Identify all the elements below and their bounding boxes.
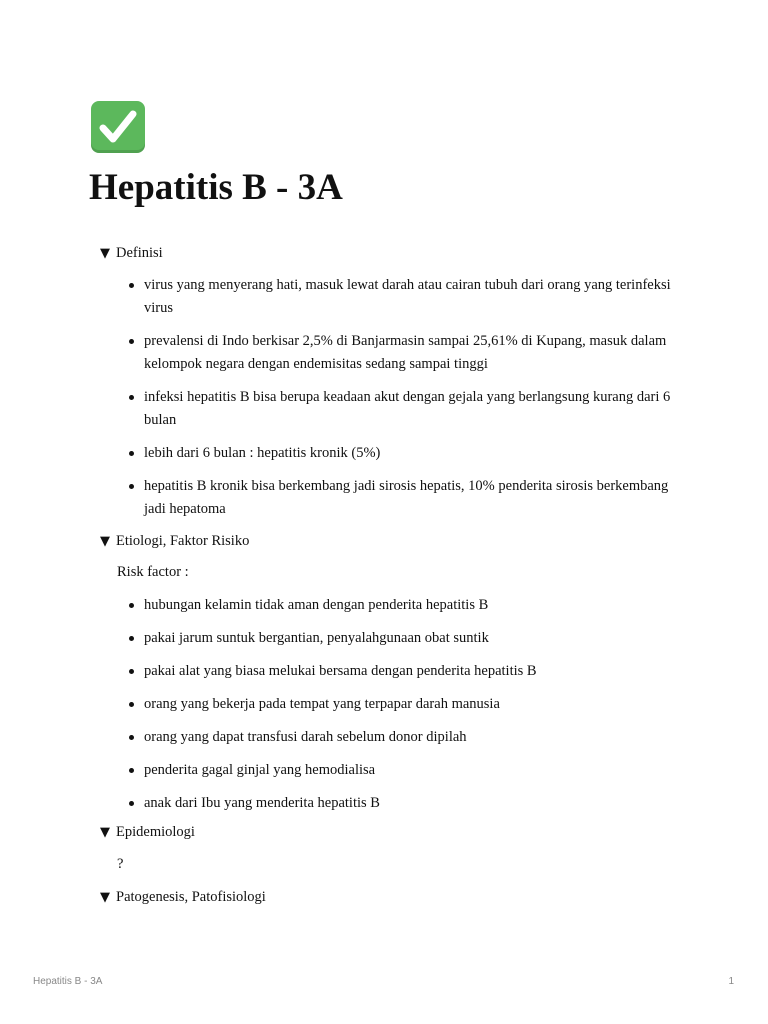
list-item: anak dari Ibu yang menderita hepatitis B xyxy=(117,792,677,815)
bullet-icon xyxy=(129,603,134,608)
list-item: lebih dari 6 bulan : hepatitis kronik (5%) xyxy=(117,442,677,465)
bullet-icon xyxy=(129,636,134,641)
toggle-heading: Epidemiologi xyxy=(116,824,195,840)
bullet-icon xyxy=(129,451,134,456)
bullet-icon xyxy=(129,339,134,344)
page-title: Hepatitis B - 3A xyxy=(89,167,343,208)
definisi-list xyxy=(117,274,677,521)
toggle-triangle-icon[interactable]: ▼ xyxy=(100,534,110,549)
toggle-triangle-icon[interactable]: ▼ xyxy=(100,246,110,261)
footer-doc-title: Hepatitis B - 3A xyxy=(33,976,103,987)
bullet-icon xyxy=(129,395,134,400)
list-item: pakai alat yang biasa melukai bersama dengan penderita hepatitis B xyxy=(117,660,677,683)
footer-page-number: 1 xyxy=(728,976,734,987)
list-item: hepatitis B kronik bisa berkembang jadi sirosis hepatis, 10% penderita sirosis berkembang jadi hepatoma xyxy=(117,475,677,521)
bullet-icon xyxy=(129,484,134,489)
toggle-definisi[interactable] xyxy=(100,243,163,264)
bullet-icon xyxy=(129,768,134,773)
list-item: orang yang dapat transfusi darah sebelum donor dipilah xyxy=(117,726,677,749)
toggle-triangle-icon[interactable]: ▼ xyxy=(100,890,110,905)
list-item: virus yang menyerang hati, masuk lewat darah atau cairan tubuh dari orang yang terinfeksi virus xyxy=(117,274,677,320)
bullet-icon xyxy=(129,801,134,806)
toggle-etiologi[interactable] xyxy=(100,531,249,552)
toggle-triangle-icon[interactable]: ▼ xyxy=(100,825,110,840)
epidemiologi-body: ? xyxy=(117,856,124,872)
bullet-icon xyxy=(129,283,134,288)
risk-factor-label: Risk factor : xyxy=(117,564,189,580)
bullet-icon xyxy=(129,702,134,707)
list-item: penderita gagal ginjal yang hemodialisa xyxy=(117,759,677,782)
list-item: prevalensi di Indo berkisar 2,5% di Banjarmasin sampai 25,61% di Kupang, masuk dalam kelompok negara dengan endemisitas sedang sampai tinggi xyxy=(117,330,677,376)
list-item: hubungan kelamin tidak aman dengan penderita hepatitis B xyxy=(117,594,677,617)
list-item: pakai jarum suntuk bergantian, penyalahgunaan obat suntik xyxy=(117,627,677,650)
bullet-icon xyxy=(129,735,134,740)
toggle-patogenesis[interactable] xyxy=(100,887,266,908)
list-item: infeksi hepatitis B bisa berupa keadaan akut dengan gejala yang berlangsung kurang dari 6 bulan xyxy=(117,386,677,432)
bullet-icon xyxy=(129,669,134,674)
etiologi-list xyxy=(117,594,677,815)
list-item: orang yang bekerja pada tempat yang terpapar darah manusia xyxy=(117,693,677,716)
toggle-heading: Etiologi, Faktor Risiko xyxy=(116,533,250,549)
check-mark-icon xyxy=(91,101,145,153)
toggle-heading: Definisi xyxy=(116,245,163,261)
toggle-epidemiologi[interactable] xyxy=(100,822,195,843)
toggle-heading: Patogenesis, Patofisiologi xyxy=(116,889,266,905)
